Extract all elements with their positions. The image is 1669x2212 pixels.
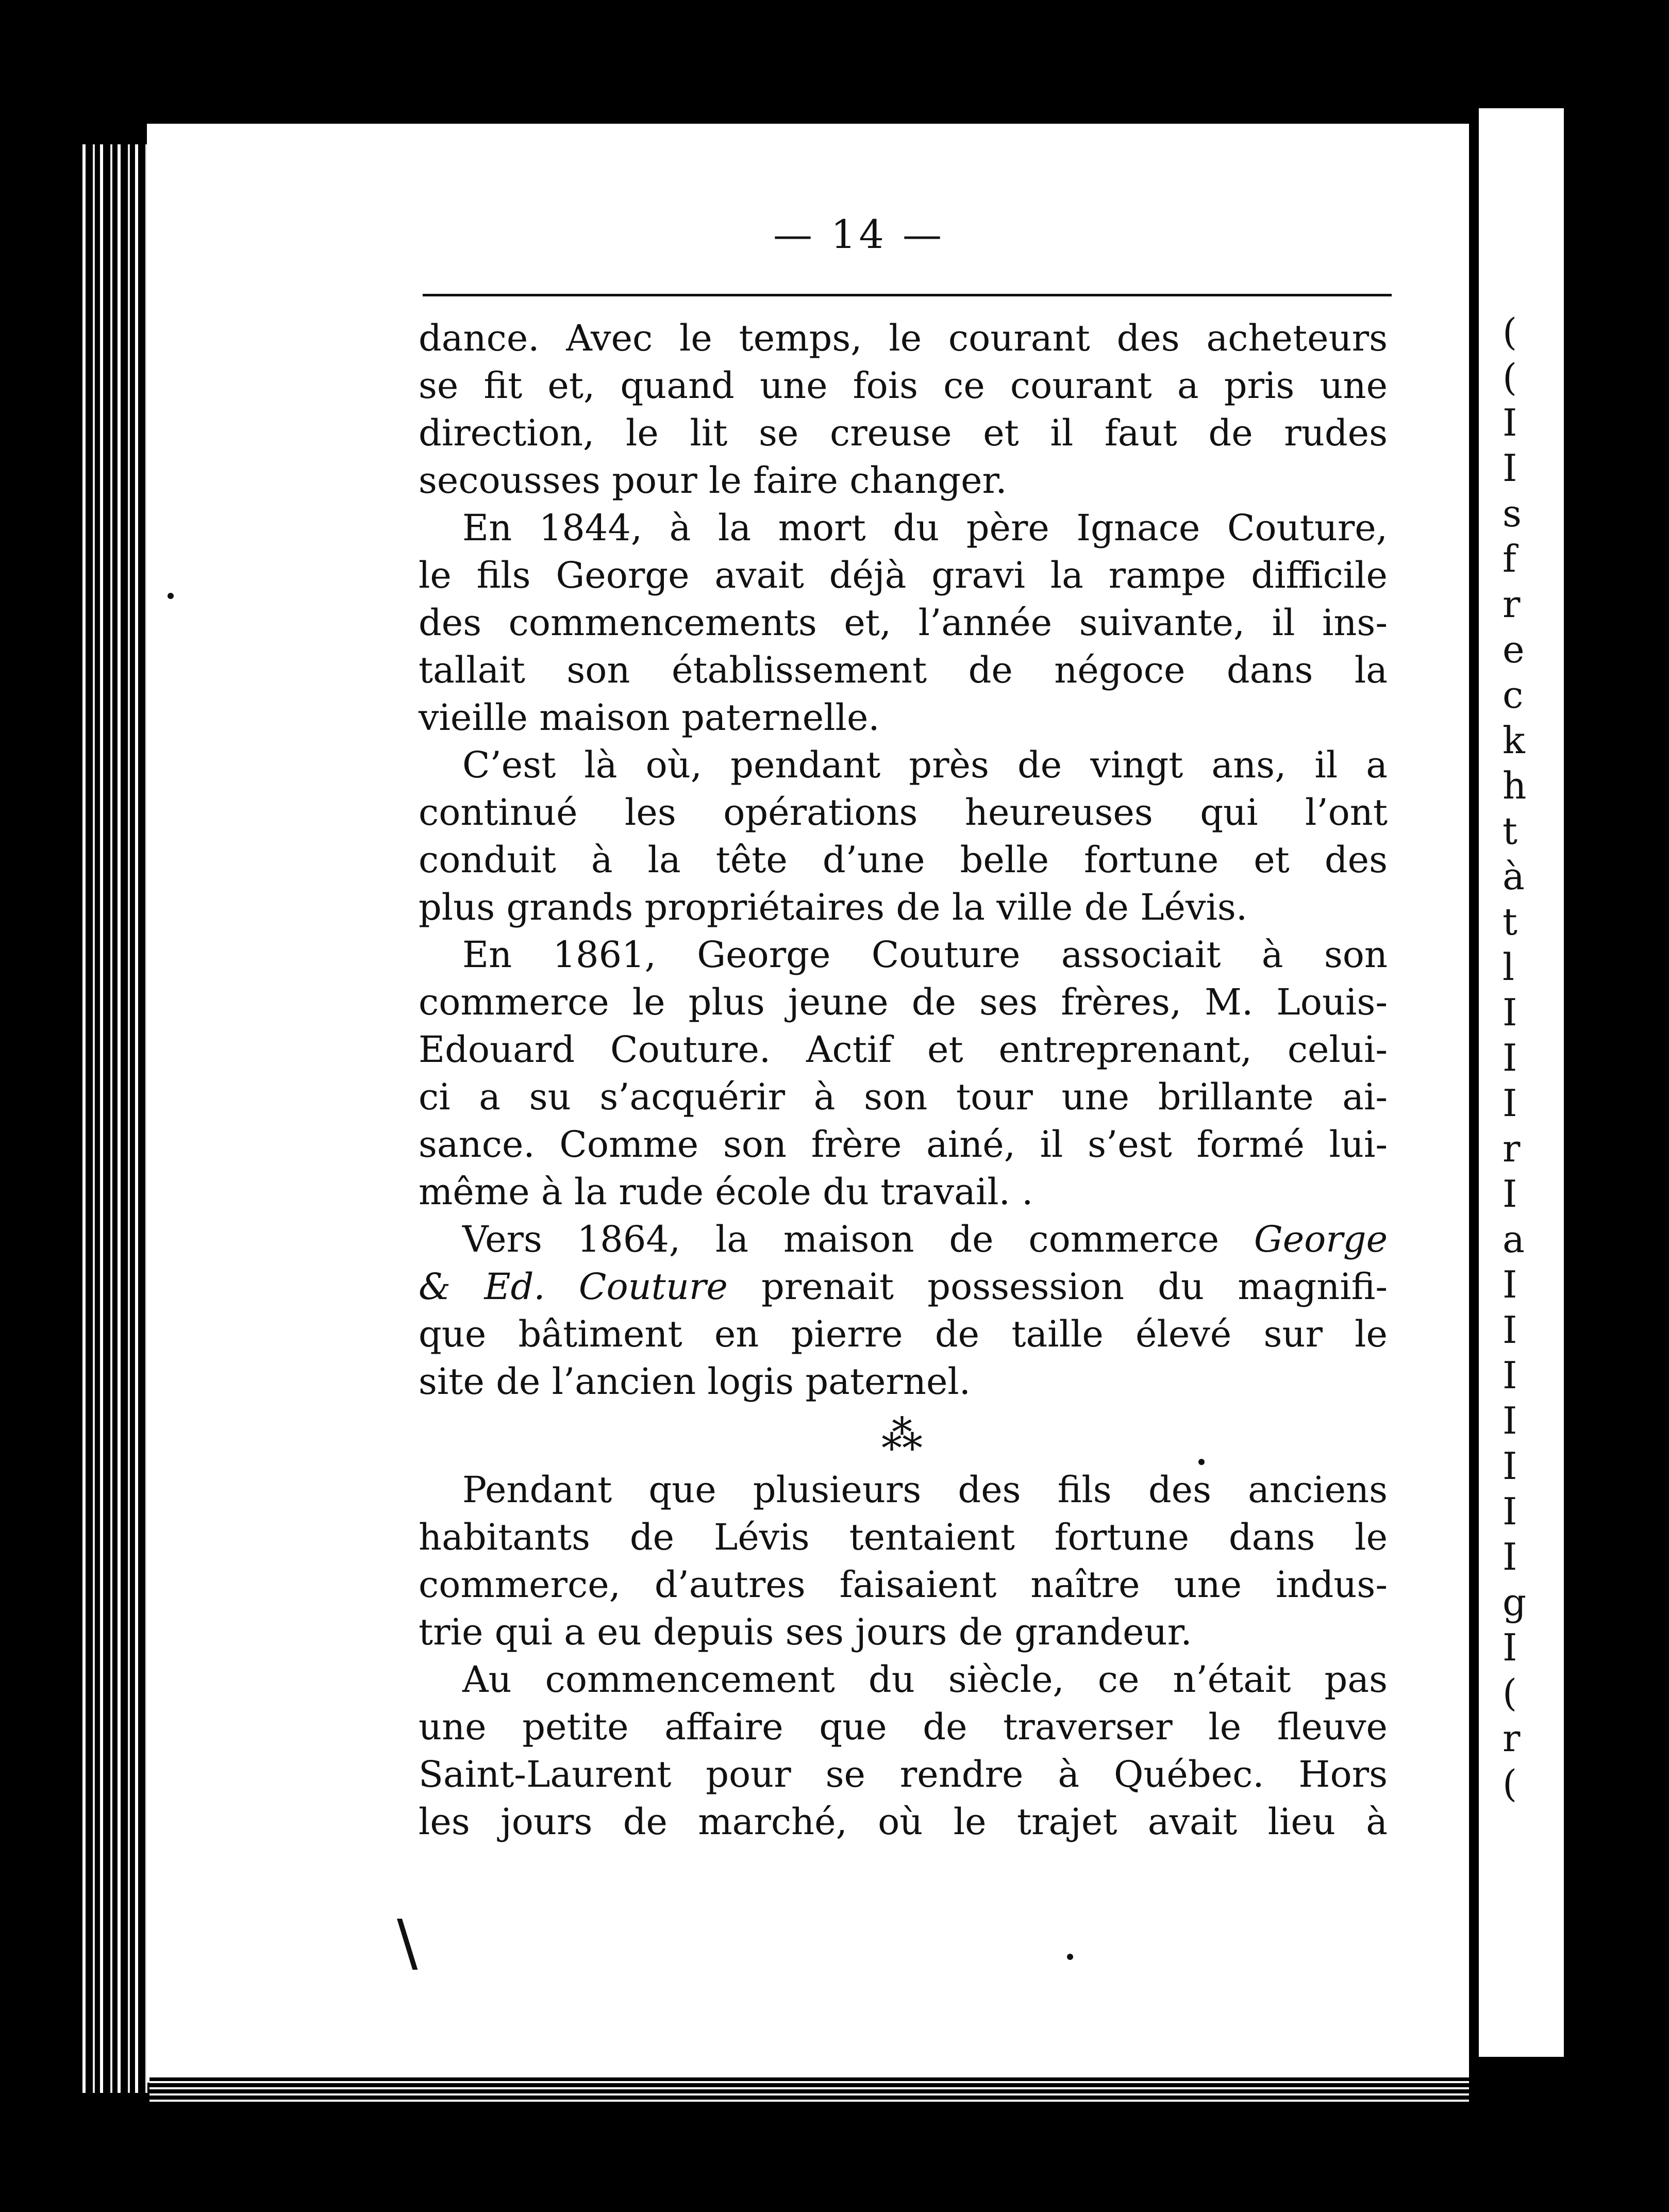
paragraph-block-1 <box>419 314 1388 1405</box>
ink-speck <box>1067 1954 1073 1960</box>
facing-page-glyph: I <box>1503 1626 1517 1669</box>
text-line: Pendant que plusieurs des fils des anciens <box>462 1469 1388 1511</box>
text-line: En 1844, à la mort du père Ignace Couture, <box>462 507 1388 549</box>
text-line: sance. Comme son frère ainé, il s’est formé lui- <box>419 1123 1388 1166</box>
text-line: dance. Avec le temps, le courant des acheteurs <box>419 317 1388 359</box>
text-line: En 1861, George Couture associait à son <box>462 934 1388 976</box>
facing-page-glyph: I <box>1503 1263 1517 1306</box>
facing-page-glyph: f <box>1503 537 1516 580</box>
text-line: les jours de marché, où le trajet avait lieu à <box>419 1801 1388 1843</box>
text-line: Au commencement du siècle, ce n’était pas <box>462 1658 1388 1701</box>
text-line: ci a su s’acquérir à son tour une brillante ai- <box>419 1076 1388 1118</box>
text-line: le fils George avait déjà gravi la rampe difficile <box>419 554 1388 596</box>
page-body-text <box>419 314 1388 1845</box>
paragraph-block-2 <box>419 1466 1388 1845</box>
facing-page-glyph: h <box>1503 764 1527 807</box>
facing-page-glyph: I <box>1503 1444 1517 1488</box>
facing-page-glyph: ( <box>1503 1671 1517 1715</box>
text-line: Saint-Laurent pour se rendre à Québec. Hors <box>419 1753 1388 1795</box>
text-line: tallait son établissement de négoce dans la <box>419 649 1388 691</box>
page-bottom-edge <box>149 2077 1469 2106</box>
facing-page-glyph: r <box>1503 583 1521 626</box>
facing-page-glyph: c <box>1503 673 1524 717</box>
facing-page-glyph: I <box>1503 1082 1517 1125</box>
facing-page-glyph: r <box>1503 1717 1521 1760</box>
facing-page-fragments <box>1503 309 1544 1806</box>
text-line: même à la rude école du travail. . <box>419 1171 1033 1213</box>
facing-page-glyph: g <box>1503 1581 1527 1624</box>
facing-page-glyph: t <box>1503 809 1517 853</box>
text-line: se fit et, quand une fois ce courant a pris une <box>419 364 1388 407</box>
text-line: continué les opérations heureuses qui l’ont <box>419 791 1388 834</box>
page-number: — 14 — <box>773 211 945 257</box>
facing-page-glyph: I <box>1503 1354 1517 1397</box>
facing-page-glyph: I <box>1503 446 1517 490</box>
text-line: site de l’ancien logis paternel. <box>419 1360 971 1403</box>
header-rule <box>423 294 1392 296</box>
book-spine-edge <box>77 144 149 2093</box>
facing-page-glyph: k <box>1503 719 1525 762</box>
facing-page-glyph: l <box>1503 945 1515 989</box>
text-line: des commencements et, l’année suivante, il ins- <box>419 602 1388 644</box>
facing-page-glyph: I <box>1503 991 1517 1034</box>
facing-page-glyph: I <box>1503 1535 1517 1578</box>
facing-page-glyph: e <box>1503 628 1525 671</box>
facing-page-glyph: t <box>1503 900 1517 943</box>
text-line: conduit à la tête d’une belle fortune et des <box>419 839 1388 881</box>
text-line: secousses pour le faire changer. <box>419 459 1007 502</box>
facing-page-glyph: à <box>1503 855 1525 898</box>
facing-page-glyph: I <box>1503 1308 1517 1352</box>
text-line: direction, le lit se creuse et il faut de rudes <box>419 412 1388 454</box>
text-line: Edouard Couture. Actif et entreprenant, celui- <box>419 1028 1388 1071</box>
facing-page-glyph: ( <box>1503 1762 1517 1805</box>
facing-page-glyph: I <box>1503 1490 1517 1533</box>
text-line: Vers 1864, la maison de commerce George <box>462 1218 1388 1260</box>
text-line: commerce le plus jeune de ses frères, M. Louis- <box>419 981 1388 1023</box>
facing-page-glyph: I <box>1503 401 1517 444</box>
ink-speck <box>168 593 174 599</box>
facing-page-glyph: s <box>1503 492 1522 535</box>
text-line: vieille maison paternelle. <box>419 696 880 739</box>
facing-page-glyph: I <box>1503 1036 1517 1079</box>
asterism-separator: ⁂ <box>881 1411 925 1459</box>
margin-pen-mark: \ <box>397 1907 418 1979</box>
facing-page-glyph: ( <box>1503 310 1517 354</box>
text-line: commerce, d’autres faisaient naître une indus- <box>419 1564 1388 1606</box>
facing-page-glyph: ( <box>1503 356 1517 399</box>
text-line: & Ed. Couture prenait possession du magnifi- <box>419 1266 1388 1308</box>
facing-page-glyph: r <box>1503 1127 1521 1170</box>
ink-speck <box>1198 1459 1205 1465</box>
facing-page-glyph: I <box>1503 1399 1517 1442</box>
text-line: habitants de Lévis tentaient fortune dans le <box>419 1516 1388 1558</box>
text-line: trie qui a eu depuis ses jours de grandeur. <box>419 1611 1192 1653</box>
facing-page-glyph: I <box>1503 1172 1517 1216</box>
text-line: une petite affaire que de traverser le fleuve <box>419 1706 1388 1748</box>
text-line: que bâtiment en pierre de taille élevé sur le <box>419 1313 1388 1355</box>
text-line: C’est là où, pendant près de vingt ans, il a <box>462 744 1388 786</box>
text-line: plus grands propriétaires de la ville de Lévis. <box>419 886 1248 928</box>
facing-page-glyph: a <box>1503 1218 1525 1261</box>
